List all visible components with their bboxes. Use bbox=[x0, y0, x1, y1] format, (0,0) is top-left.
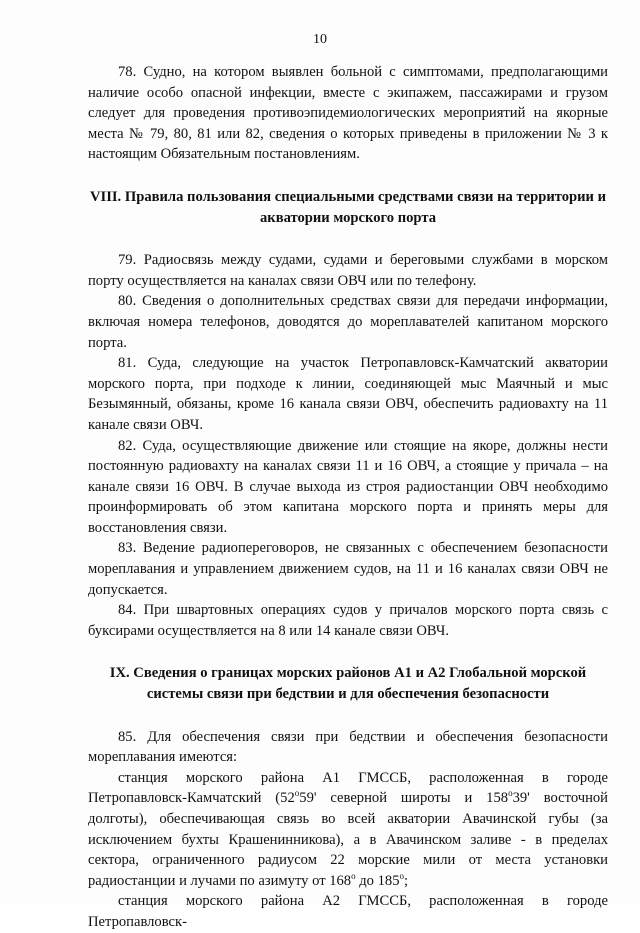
station-a1-text-tail: ; bbox=[404, 872, 409, 889]
degree-mark: o bbox=[508, 788, 513, 799]
degree-mark: o bbox=[351, 870, 356, 881]
paragraph-80: 80. Сведения о дополнительных средствах связи для передачи информации, включая номера телефонов, доводятся до мореплавателей капитаном морского порта. bbox=[88, 293, 608, 351]
station-a1-text-mid2: 39' восточной долготы), обеспечивающая связь во всей акватории Авачинской губы (за исключением бухты Крашенинникова), а в Авачинском заливе - в пределах сектора, ограниченного радиусом 22 морские мили от места установки радиостанции и лучами по азимуту от 168 bbox=[88, 790, 608, 889]
paragraph-78: 78. Судно, на котором выявлен больной с симптомами, предполагающими наличие особо опасной инфекции, вместе с экипажем, пассажирами и грузом следует для проведения противоэпидемиологических мероприятий на якорные места № 79, 80, 81 или 82, сведения о которых приведены в приложении № 3 к настоящим Обязательным постановлениям. bbox=[88, 64, 608, 163]
page-number: 10 bbox=[313, 32, 327, 47]
paragraph-81: 81. Суда, следующие на участок Петропавловск-Камчатский акватории морского порта, при подходе к линии, соединяющей мыс Маячный и мыс Безымянный, обязаны, кроме 16 канала связи ОВЧ, обеспечить радиовахту на 11 канале связи ОВЧ. bbox=[88, 355, 608, 433]
paragraph-82: 82. Суда, осуществляющие движение или стоящие на якоре, должны нести постоянную радиовахту на каналах связи 11 и 16 ОВЧ, а стоящие у причала – на канале связи 16 ОВЧ. В случае выхода из строя радиостанции ОВЧ необходимо проинформировать об этом капитана морского порта и принять меры для восстановления связи. bbox=[88, 437, 608, 536]
paragraph-83: 83. Ведение радиопереговоров, не связанных с обеспечением безопасности мореплавания и управлением движением судов, на 11 и 16 каналах связи ОВЧ не допускается. bbox=[88, 540, 608, 598]
station-a2-paragraph: станция морского района А2 ГМССБ, расположенная в городе Петропавловск- bbox=[88, 893, 608, 930]
paragraph-85: 85. Для обеспечения связи при бедствии и обеспечения безопасности мореплавания имеются: bbox=[88, 728, 608, 766]
section-9-heading: IX. Сведения о границах морских районов А1 и А2 Глобальной морской системы связи при бедствии и для обеспечения безопасности bbox=[109, 665, 587, 703]
paragraph-84: 84. При швартовных операциях судов у причалов морского порта связь с буксирами осуществляется на 8 или 14 канале связи ОВЧ. bbox=[88, 602, 608, 639]
degree-mark: o bbox=[399, 870, 405, 881]
paragraph-79: 79. Радиосвязь между судами, судами и береговыми службами в морском порту осуществляется на каналах связи ОВЧ или по телефону. bbox=[88, 252, 608, 289]
station-a1-text-lead: станция морского района А1 ГМССБ, расположенная в городе Петропавловск-Камчатский (52 bbox=[88, 769, 608, 807]
section-8-heading: VIII. Правила пользования специальными средствами связи на территории и акватории морского порта bbox=[89, 188, 606, 226]
degree-mark: o bbox=[294, 788, 300, 799]
station-a1-text-mid1: 59' северной широты и 158 bbox=[299, 790, 509, 807]
document-body bbox=[88, 62, 608, 933]
station-a1-paragraph bbox=[88, 768, 608, 892]
station-a1-text-mid3: до 185 bbox=[355, 872, 400, 889]
